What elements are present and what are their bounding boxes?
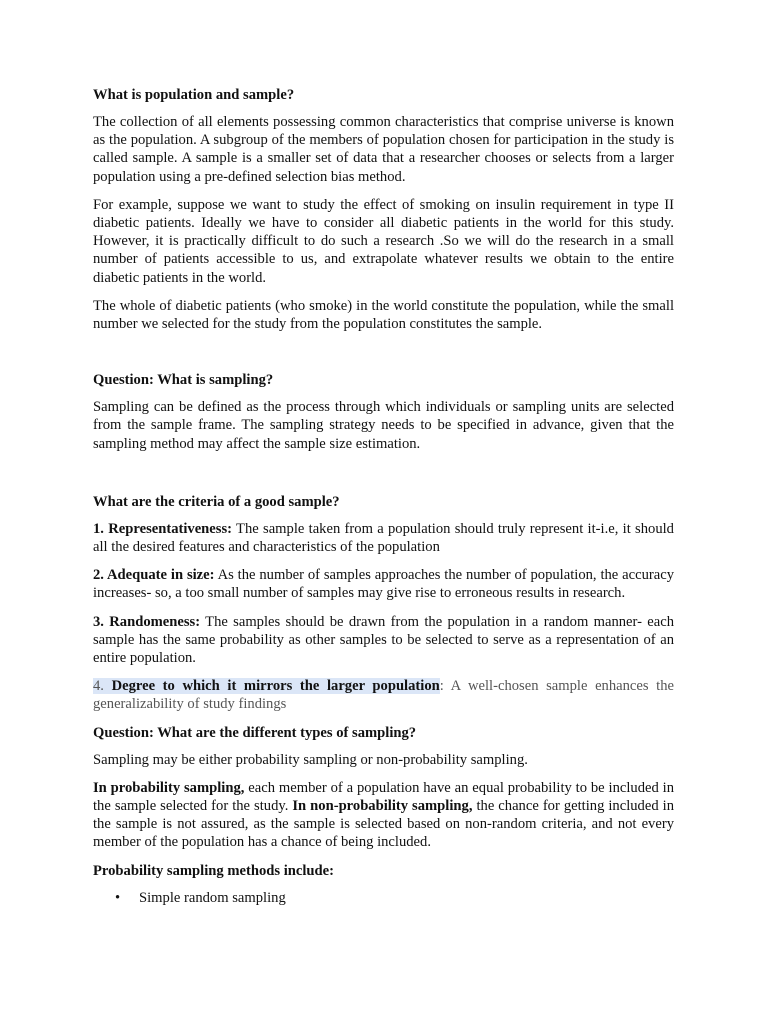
criterion-label: 2. Adequate in size: [93,567,215,584]
section-heading-good-sample-criteria: What are the criteria of a good sample? [93,493,340,510]
criterion-text: The samples should be drawn from the population in a random manner- each sample has the same probability as other samples to be selected to serve as a representation of an entire population. [93,613,675,667]
nonprobability-sampling-text: the chance for getting included in the sample is not assured, as the sample is selected based on non-random criteria, and not every member of the population has a chance of being included. [93,798,674,851]
paragraph-sampling-types: Sampling may be either probability sampling or non-probability sampling. [93,751,528,768]
list-item [93,889,674,907]
paragraph-population-definition: The collection of all elements possessing common characteristics that comprise universe is known as the population. A subgroup of the members of population chosen for participation in the study is called sample. A sample is a smaller set of data that a researcher chooses or selects from a larger population using a pre-defined selection bias method. [93,114,674,185]
criterion-label: Degree to which it mirrors the larger population [111,678,440,695]
criterion-text: The sample taken from a population should truly represent it-i.e, it should all the desired features and characteristics of the population [93,520,674,556]
probability-methods-heading: Probability sampling methods include: [93,862,334,879]
section-heading-sampling: Question: What is sampling? [93,372,274,389]
list-item-text: Simple random sampling [139,889,286,906]
bullet-icon: • [115,889,121,906]
criterion-mirrors-population [93,677,674,713]
criterion-label: 1. Representativeness: [93,520,232,537]
criterion-representativeness [93,520,674,556]
section-heading-types-of-sampling: Question: What are the different types of sampling? [93,724,417,741]
probability-sampling-text: each member of a population have an equal probability to be included in the sample selected for the study. [93,779,674,815]
criterion-text: : A well-chosen sample enhances the generalizability of study findings [93,678,674,713]
criterion-randomness [93,613,674,668]
criterion-number: 4. [93,678,112,695]
probability-methods-list [93,889,674,907]
paragraph-probability-vs-nonprobability [93,779,674,852]
paragraph-population-summary: The whole of diabetic patients (who smoke) in the world constitute the population, while the small number we selected for the study from the population constitutes the sample. [93,297,674,333]
criterion-label: 3. Randomeness: [93,613,201,630]
highlighted-criterion [93,678,440,694]
criterion-adequate-size [93,566,674,602]
section-heading-population-sample: What is population and sample? [93,87,295,103]
term-probability-sampling: In probability sampling, [93,779,245,796]
paragraph-smoking-example: For example, suppose we want to study the effect of smoking on insulin requirement in type II diabetic patients. Ideally we have to consider all diabetic patients in the world for this study. However, it is practically difficult to do such a research .So we will do the research in a small number of patients accessible to us, and extrapolate whatever results we obtain to the entire diabetic patients in the world. [93,196,674,286]
term-nonprobability-sampling: In non-probability sampling, [292,798,473,815]
paragraph-sampling-definition: Sampling can be defined as the process through which individuals or sampling units are selected from the sample frame. The sampling strategy needs to be specified in advance, given that the sampling method may affect the sample size estimation. [93,399,674,452]
criterion-text: As the number of samples approaches the number of population, the accuracy increases- so, a too small number of samples may give rise to erroneous results in research. [93,567,674,602]
